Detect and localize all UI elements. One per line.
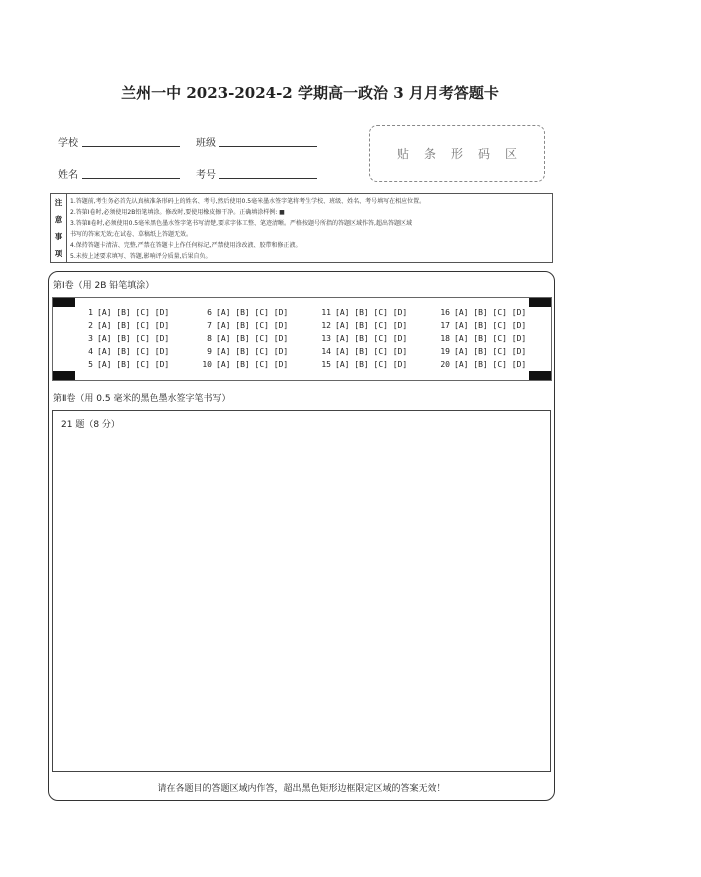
answer-options[interactable]: [A] [B] [C] [D]	[454, 321, 527, 330]
notes-side-char: 事	[54, 232, 63, 241]
question-number: 1	[88, 308, 93, 317]
answer-options[interactable]: [A] [B] [C] [D]	[454, 308, 527, 317]
notes-text	[70, 196, 548, 262]
question-number: 9	[207, 347, 212, 356]
question-number: 17	[440, 321, 450, 330]
note-line: 3.答第Ⅱ卷时,必须使用0.5毫米黑色墨水签字笔书写清楚,要求字体工整、笔迹清晰。严格按题号所指的答题区域作答,超出答题区域	[70, 220, 412, 227]
question-number: 4	[88, 347, 93, 356]
answer-options[interactable]: [A] [B] [C] [D]	[216, 308, 289, 317]
question-number: 2	[88, 321, 93, 330]
name-label: 姓名	[58, 170, 78, 181]
alignment-mark	[529, 298, 551, 307]
answer-options[interactable]: [A] [B] [C] [D]	[97, 308, 170, 317]
answer-options[interactable]: [A] [B] [C] [D]	[335, 334, 408, 343]
answer-options[interactable]: [A] [B] [C] [D]	[97, 321, 170, 330]
question-number: 3	[88, 334, 93, 343]
exam-number-label: 考号	[196, 170, 216, 181]
barcode-area: 贴条形码区	[369, 125, 545, 182]
question-number: 19	[440, 347, 450, 356]
question-number: 14	[321, 347, 331, 356]
question-number: 20	[440, 360, 450, 369]
alignment-mark	[53, 371, 75, 380]
answer-options[interactable]: [A] [B] [C] [D]	[335, 321, 408, 330]
notes-side-label	[51, 194, 67, 262]
answer-options[interactable]: [A] [B] [C] [D]	[454, 360, 527, 369]
question-number: 15	[321, 360, 331, 369]
answer-options[interactable]: [A] [B] [C] [D]	[97, 360, 170, 369]
question-number: 13	[321, 334, 331, 343]
name-field[interactable]	[82, 178, 180, 179]
question-number: 6	[207, 308, 212, 317]
answer-options[interactable]: [A] [B] [C] [D]	[454, 347, 527, 356]
question-number: 11	[321, 308, 331, 317]
class-label: 班级	[196, 138, 216, 149]
question-number: 12	[321, 321, 331, 330]
answer-options[interactable]: [A] [B] [C] [D]	[97, 347, 170, 356]
note-line: 5.未按上述要求填写、答题,影响评分质量,后果自负。	[70, 253, 212, 260]
notes-side-char: 意	[54, 215, 63, 224]
exam-number-field[interactable]	[219, 178, 317, 179]
question-number: 10	[202, 360, 212, 369]
answer-options[interactable]: [A] [B] [C] [D]	[454, 334, 527, 343]
question-number: 16	[440, 308, 450, 317]
class-field[interactable]	[219, 146, 317, 147]
question-21-answer-area[interactable]	[52, 410, 551, 772]
school-field[interactable]	[82, 146, 180, 147]
question-number: 18	[440, 334, 450, 343]
note-line: 书写的答案无效;在试卷、草稿纸上答题无效。	[70, 231, 193, 238]
question-number: 5	[88, 360, 93, 369]
question-number: 7	[207, 321, 212, 330]
footer-notice: 请在各题目的答题区域内作答，超出黑色矩形边框限定区域的答案无效！	[157, 784, 446, 794]
notes-side-char: 项	[54, 249, 63, 258]
answer-options[interactable]: [A] [B] [C] [D]	[335, 360, 408, 369]
note-line: 2.答第Ⅰ卷时,必须使用2B铅笔填涂。修改时,要使用橡皮擦干净。正确填涂样例: ■	[70, 209, 285, 216]
question-21-label: 21 题（8 分）	[61, 420, 120, 430]
answer-options[interactable]: [A] [B] [C] [D]	[216, 321, 289, 330]
answer-options[interactable]: [A] [B] [C] [D]	[335, 347, 408, 356]
answer-options[interactable]: [A] [B] [C] [D]	[216, 360, 289, 369]
alignment-mark	[53, 298, 75, 307]
answer-options[interactable]: [A] [B] [C] [D]	[216, 334, 289, 343]
part1-label: 第Ⅰ卷（用 2B 铅笔填涂）	[53, 281, 155, 291]
page-title: 兰州一中 2023-2024-2 学期高一政治 3 月月考答题卡	[121, 84, 499, 102]
answer-options[interactable]: [A] [B] [C] [D]	[335, 308, 408, 317]
part2-label: 第Ⅱ卷（用 0.5 毫米的黑色墨水签字笔书写）	[53, 394, 231, 404]
notes-box	[50, 193, 553, 263]
note-line: 1.答题前,考生务必首先认真核准条形码上的姓名、考号,然后使用0.5毫米墨水签字笔将考生学校、班级、姓名、考号填写在相应位置。	[70, 198, 426, 205]
answer-options[interactable]: [A] [B] [C] [D]	[97, 334, 170, 343]
question-number: 8	[207, 334, 212, 343]
answer-options[interactable]: [A] [B] [C] [D]	[216, 347, 289, 356]
notes-side-char: 注	[54, 198, 63, 207]
school-label: 学校	[58, 138, 78, 149]
mcq-answer-area	[52, 297, 552, 381]
alignment-mark	[529, 371, 551, 380]
note-line: 4.保持答题卡清洁、完整,严禁在答题卡上作任何标记,严禁使用涂改液、胶带和修正液。	[70, 242, 302, 249]
